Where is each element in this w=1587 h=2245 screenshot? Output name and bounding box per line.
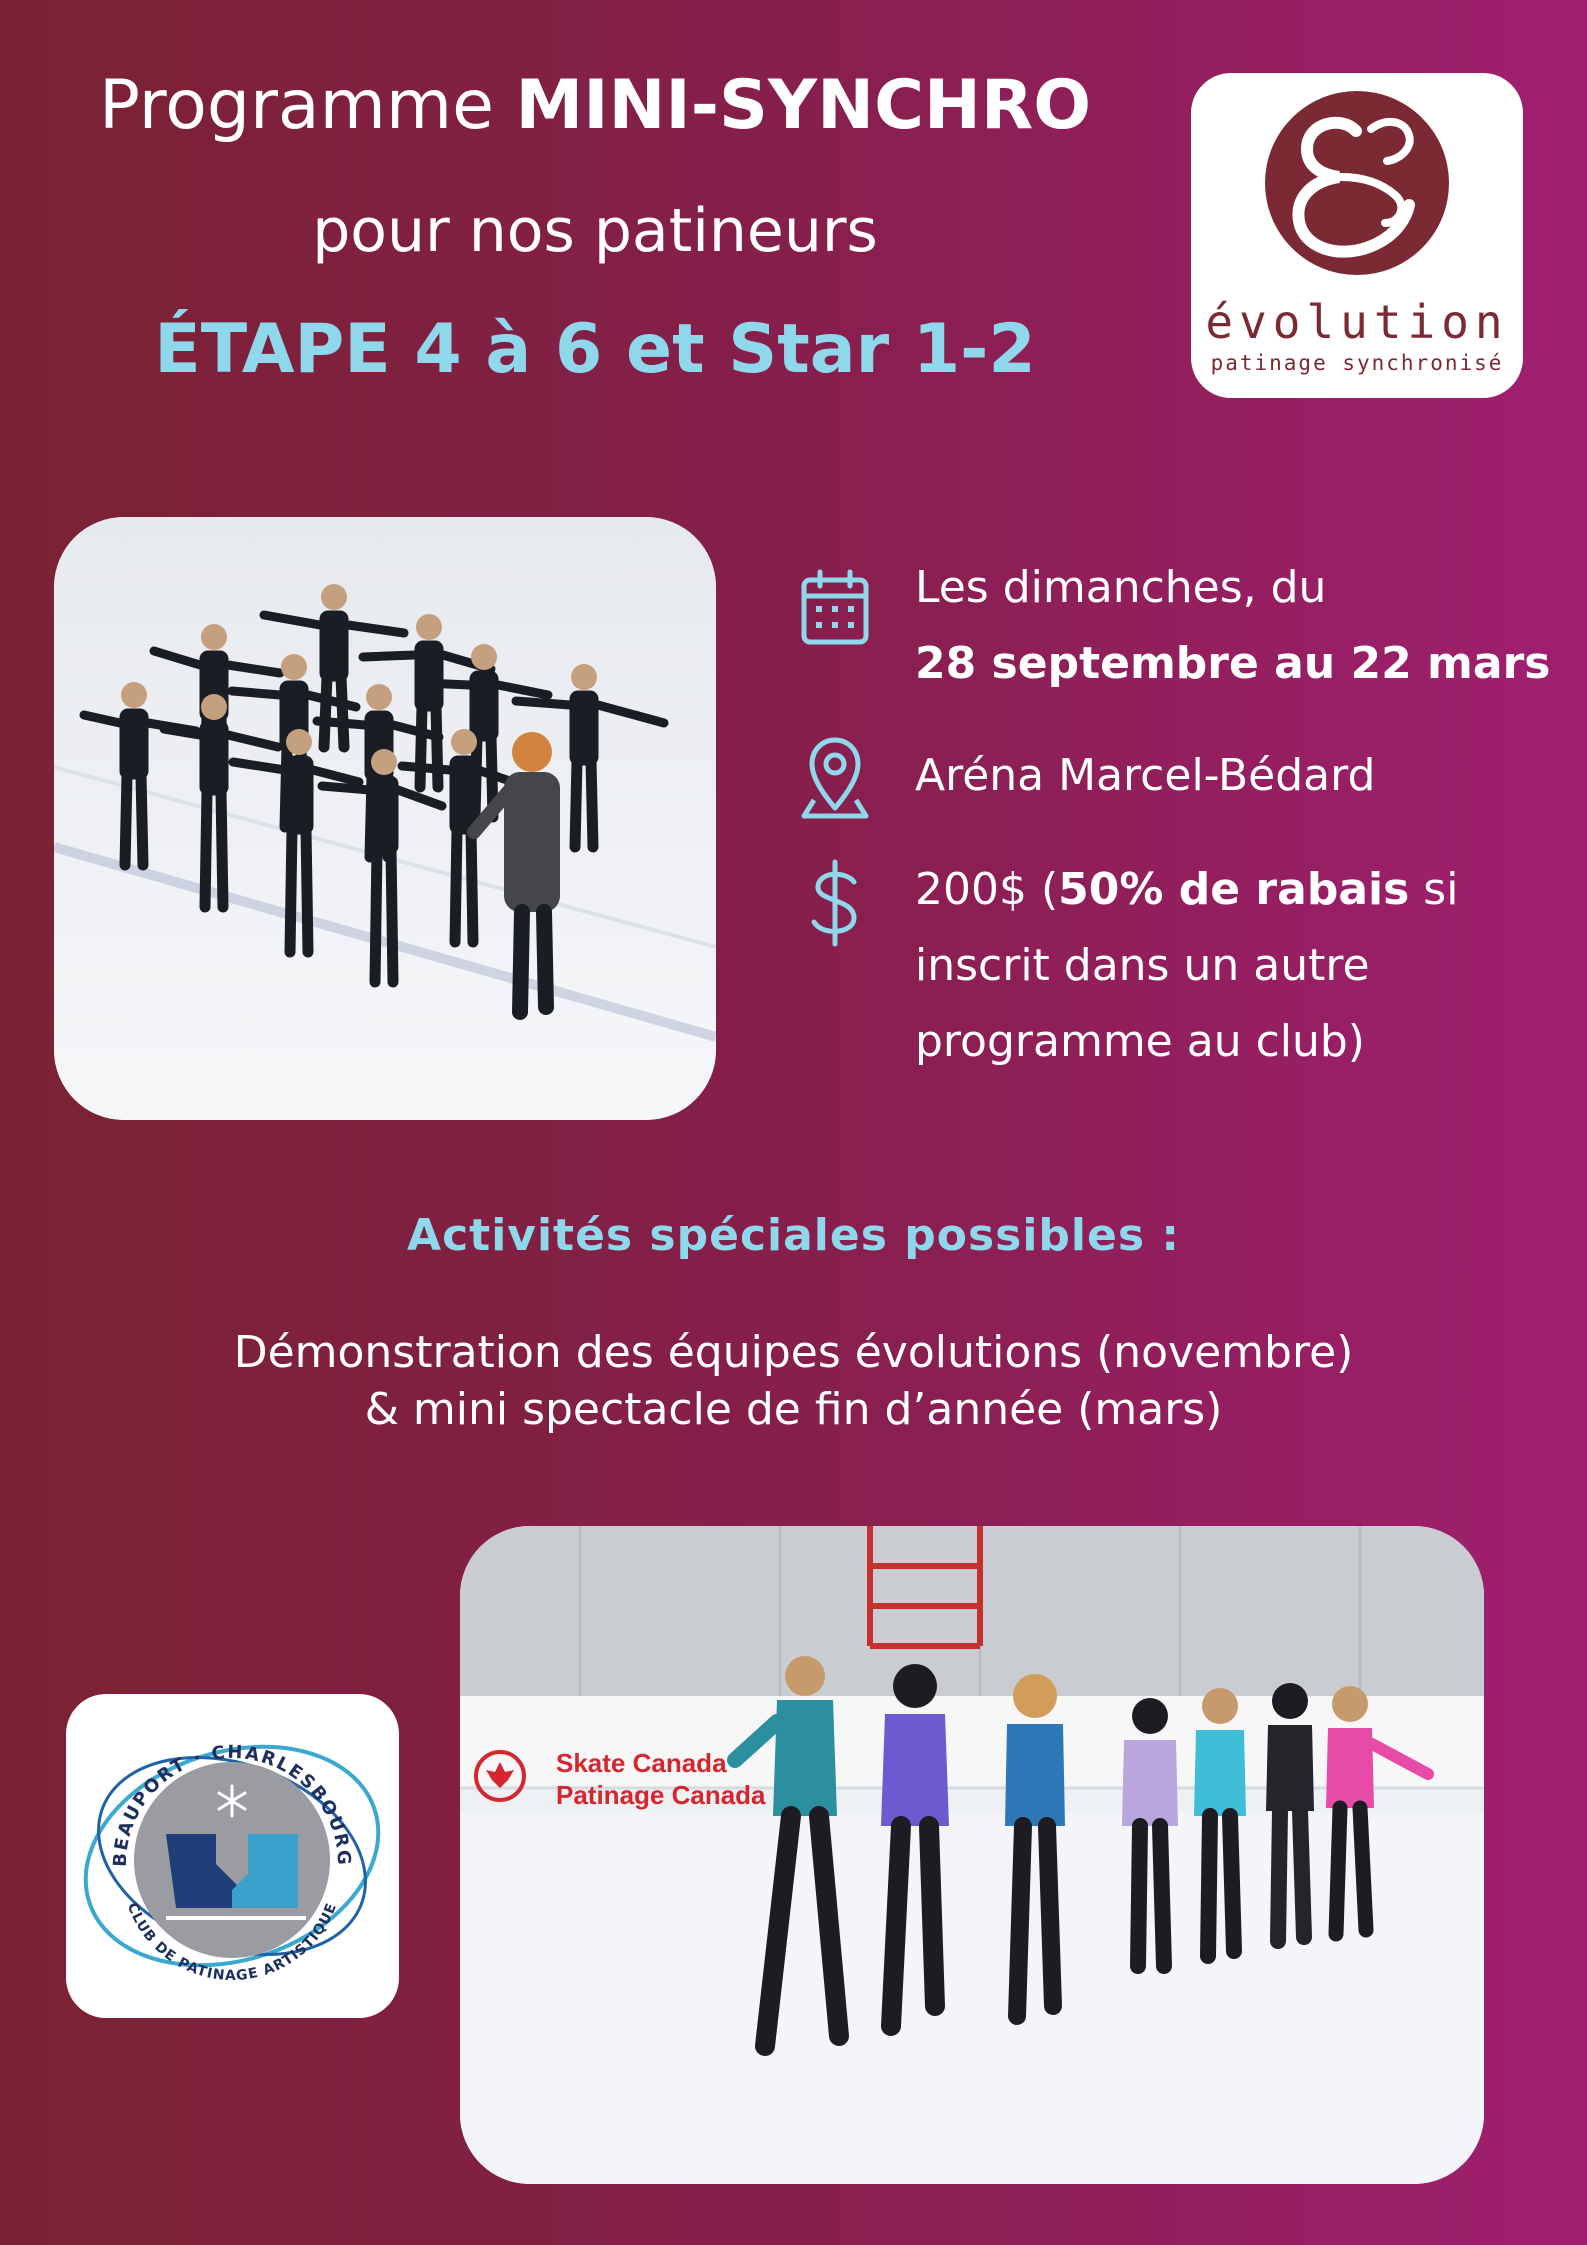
evolution-logo bbox=[1191, 73, 1523, 398]
dollar-icon bbox=[800, 858, 870, 948]
schedule-days: Les dimanches, du bbox=[915, 562, 1327, 613]
sign-line-2: Patinage Canada bbox=[556, 1780, 766, 1810]
team-photo bbox=[54, 517, 716, 1120]
activities-line-2: & mini spectacle de fin d’année (mars) bbox=[364, 1384, 1223, 1435]
club-type-arc: CLUB DE PATINAGE ARTISTIQUE bbox=[123, 1900, 341, 1985]
sign-line-1: Skate Canada bbox=[556, 1748, 727, 1778]
price-text bbox=[915, 852, 1555, 1080]
activities-title: Activités spéciales possibles : bbox=[407, 1210, 1180, 1261]
logo-wordmark: évolution bbox=[1205, 295, 1509, 349]
club-name-arc: BEAUPORT · CHARLESBOURG bbox=[109, 1741, 355, 1868]
price-condition: si bbox=[1409, 864, 1459, 915]
price-amount: 200$ ( bbox=[915, 864, 1059, 915]
price-condition-line2: inscrit dans un autre bbox=[915, 940, 1370, 991]
title-line bbox=[0, 66, 1190, 145]
schedule-dates: 28 septembre au 22 mars bbox=[915, 638, 1551, 689]
evolution-emblem-icon bbox=[1191, 73, 1523, 398]
logo-tagline: patinage synchronisé bbox=[1210, 351, 1504, 375]
skaters-photo bbox=[460, 1526, 1484, 2184]
subtitle: pour nos patineurs bbox=[312, 196, 878, 266]
levels-heading: ÉTAPE 4 à 6 et Star 1-2 bbox=[154, 310, 1036, 389]
price-condition-line3: programme au club) bbox=[915, 1016, 1365, 1067]
schedule-text bbox=[915, 550, 1555, 702]
club-logo bbox=[66, 1694, 399, 2018]
activities-line-1: Démonstration des équipes évolutions (novembre) bbox=[233, 1327, 1354, 1378]
title-prefix: Programme bbox=[98, 66, 516, 145]
price-discount: 50% de rabais bbox=[1058, 864, 1410, 915]
logo-letter: E bbox=[1350, 221, 1352, 222]
title-program-name: MINI-SYNCHRO bbox=[515, 66, 1092, 145]
calendar-icon bbox=[800, 566, 870, 656]
location-pin-icon bbox=[800, 730, 870, 820]
location-text: Aréna Marcel-Bédard bbox=[915, 750, 1376, 801]
